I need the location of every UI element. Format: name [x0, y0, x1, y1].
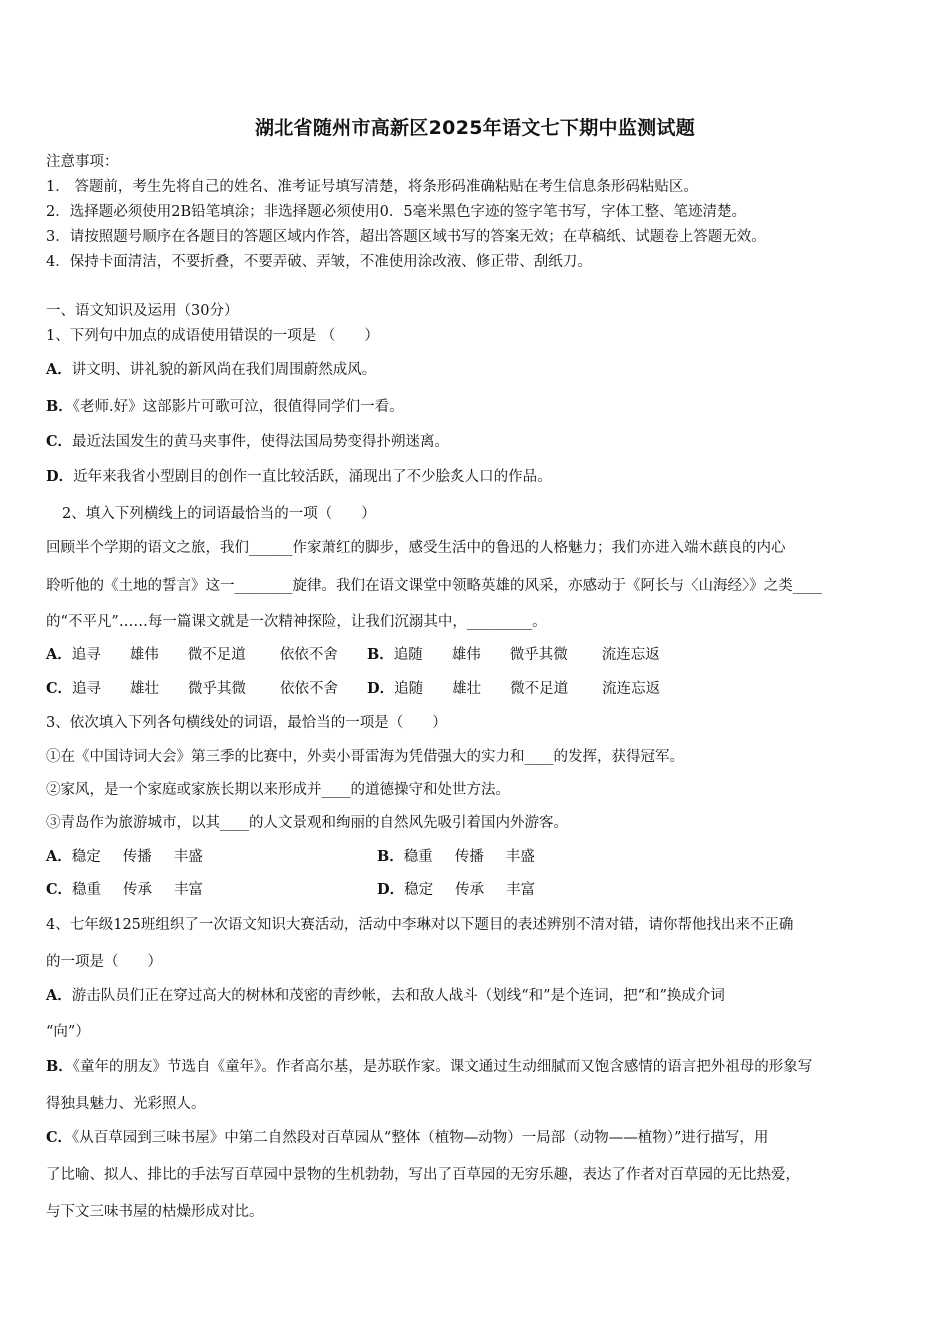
question-2-option-c	[46, 679, 367, 699]
option-word: 依依不舍	[280, 681, 339, 697]
option-letter: B．	[377, 848, 404, 865]
question-3-sentence: ①在《中国诗词大会》第三季的比赛中，外卖小哥雷海为凭借强大的实力和____的发挥，获得冠军。	[46, 749, 684, 765]
option-word: 丰富	[506, 882, 536, 898]
question-3-option-a	[46, 847, 377, 867]
option-text-continued: “向”）	[46, 1024, 90, 1040]
option-text-continued: 了比喻、拟人、排比的手法写百草园中景物的生机勃勃，写出了百草园的无穷乐趣，表达了作者对百草园的无比热爱，	[46, 1167, 800, 1183]
notice-item: 4．保持卡面清洁，不要折叠，不要弄破、弄皱，不准使用涂改液、修正带、刮纸刀。	[46, 254, 592, 270]
option-letter: B．	[367, 646, 394, 663]
notice-item: 1． 答题前，考生先将自己的姓名、准考证号填写清楚，将条形码准确粘贴在考生信息条形码粘贴区。	[46, 179, 698, 195]
question-2-stem: 2、填入下列横线上的词语最恰当的一项（ ）	[62, 506, 376, 522]
question-3-sentence: ③青岛作为旅游城市，以其____的人文景观和绚丽的自然风先吸引着国内外游客。	[46, 815, 568, 831]
option-word: 稳定	[404, 882, 434, 898]
option-word: 微乎其微	[509, 647, 568, 663]
question-1-option-c	[46, 432, 449, 452]
option-word: 丰盛	[173, 849, 203, 865]
option-word: 微乎其微	[188, 681, 247, 697]
question-2-option-b	[367, 645, 660, 665]
option-letter: B．	[46, 1058, 73, 1075]
option-word: 传播	[454, 849, 484, 865]
question-3-sentence: ②家风，是一个家庭或家族长期以来形成并____的道德操守和处世方法。	[46, 782, 510, 798]
option-word: 雄壮	[452, 681, 482, 697]
question-1-option-a	[46, 360, 376, 380]
option-word: 追寻	[71, 647, 101, 663]
question-4-stem: 的一项是（ ）	[46, 954, 162, 970]
page-title: 湖北省随州市高新区2025年语文七下期中监测试题	[254, 117, 696, 139]
option-word: 稳重	[403, 849, 433, 865]
question-3-option-d	[377, 880, 535, 900]
question-3-option-b	[377, 847, 535, 867]
option-letter: A．	[46, 361, 72, 378]
question-4-stem: 4、七年级125班组织了一次语文知识大赛活动，活动中李琳对以下题目的表述辨别不清对错，请你帮他找出来不正确	[46, 917, 794, 933]
question-4-option-b	[46, 1057, 812, 1077]
option-text: 讲文明、讲礼貌的新风尚在我们周围蔚然成风。	[71, 362, 377, 378]
question-3-option-c	[46, 880, 377, 900]
option-word: 微不足道	[510, 681, 569, 697]
question-2-options-row	[46, 679, 660, 699]
option-word: 流连忘返	[601, 647, 660, 663]
option-word: 稳定	[71, 849, 101, 865]
option-word: 稳重	[72, 882, 102, 898]
option-word: 微不足道	[187, 647, 246, 663]
option-letter: D．	[367, 680, 395, 697]
option-letter: D．	[46, 468, 74, 485]
question-2-passage-line: 回顾半个学期的语文之旅，我们______作家萧红的脚步，感受生活中的鲁迅的人格魅力；我们亦进入端木蕻良的内心	[46, 540, 786, 556]
option-letter: C．	[46, 881, 73, 898]
option-text: 最近法国发生的黄马夹事件，使得法国局势变得扑朔迷离。	[72, 434, 450, 450]
notice-item: 2．选择题必须使用2B铅笔填涂；非选择题必须使用0．5毫米黑色字迹的签字笔书写，字体工整、笔迹清楚。	[46, 204, 747, 220]
question-3-options-row	[46, 880, 535, 900]
option-word: 依依不舍	[279, 647, 338, 663]
question-4-option-c	[46, 1128, 768, 1148]
option-word: 传承	[123, 882, 153, 898]
option-word: 雄伟	[451, 647, 481, 663]
option-text-continued: 得独具魅力、光彩照人。	[46, 1096, 206, 1112]
option-word: 传承	[455, 882, 485, 898]
option-word: 流连忘返	[602, 681, 661, 697]
question-2-option-d	[367, 679, 660, 699]
option-letter: A．	[46, 987, 72, 1004]
option-word: 丰盛	[505, 849, 535, 865]
option-word: 追寻	[72, 681, 102, 697]
option-text: 近年来我省小型剧目的创作一直比较活跃，涌现出了不少脍炙人口的作品。	[73, 469, 552, 485]
option-text: 游击队员们正在穿过高大的树林和茂密的青纱帐，去和敌人战斗（划线“和”是个连词，把“和”换成介词	[71, 988, 725, 1004]
question-1-stem: 1、下列句中加点的成语使用错误的一项是 （ ）	[46, 328, 379, 344]
option-letter: C．	[46, 1129, 73, 1146]
notice-heading: 注意事项：	[46, 154, 119, 170]
question-3-options-row	[46, 847, 535, 867]
question-1-option-d	[46, 467, 552, 487]
question-2-passage-line: 聆听他的《土地的誓言》这一________旋律。我们在语文课堂中领略英雄的风采，亦感动于《阿长与〈山海经〉》之类____	[46, 578, 822, 594]
option-letter: A．	[46, 848, 72, 865]
question-2-passage-line: 的“不平凡”……每一篇课文就是一次精神探险，让我们沉溺其中，_________。	[46, 614, 547, 630]
option-text: 《老师.好》这部影片可歌可泣，很值得同学们一看。	[72, 399, 404, 415]
option-word: 雄壮	[130, 681, 160, 697]
option-word: 追随	[394, 681, 424, 697]
option-letter: A．	[46, 646, 72, 663]
option-word: 追随	[393, 647, 423, 663]
option-letter: D．	[377, 881, 405, 898]
option-word: 雄伟	[129, 647, 159, 663]
question-1-option-b	[46, 397, 404, 417]
option-text-continued: 与下文三味书屋的枯燥形成对比。	[46, 1204, 264, 1220]
question-4-option-a	[46, 986, 725, 1006]
section-heading: 一、语文知识及运用（30分）	[46, 303, 239, 319]
option-text: 《从百草园到三味书屋》中第二自然段对百草园从“整体（植物—动物）一局部（动物——植物）”进行描写，用	[72, 1130, 769, 1146]
question-2-options-row	[46, 645, 660, 665]
option-text: 《童年的朋友》节选自《童年》。作者高尔基，是苏联作家。课文通过生动细腻而又饱含感情的语言把外祖母的形象写	[72, 1059, 813, 1075]
option-word: 传播	[122, 849, 152, 865]
option-letter: B．	[46, 398, 73, 415]
option-letter: C．	[46, 433, 73, 450]
question-3-stem: 3、依次填入下列各句横线处的词语，最恰当的一项是（ ）	[46, 715, 447, 731]
option-word: 丰富	[174, 882, 204, 898]
question-2-option-a	[46, 645, 367, 665]
notice-item: 3．请按照题号顺序在各题目的答题区域内作答，超出答题区域书写的答案无效；在草稿纸、试题卷上答题无效。	[46, 229, 766, 245]
option-letter: C．	[46, 680, 73, 697]
